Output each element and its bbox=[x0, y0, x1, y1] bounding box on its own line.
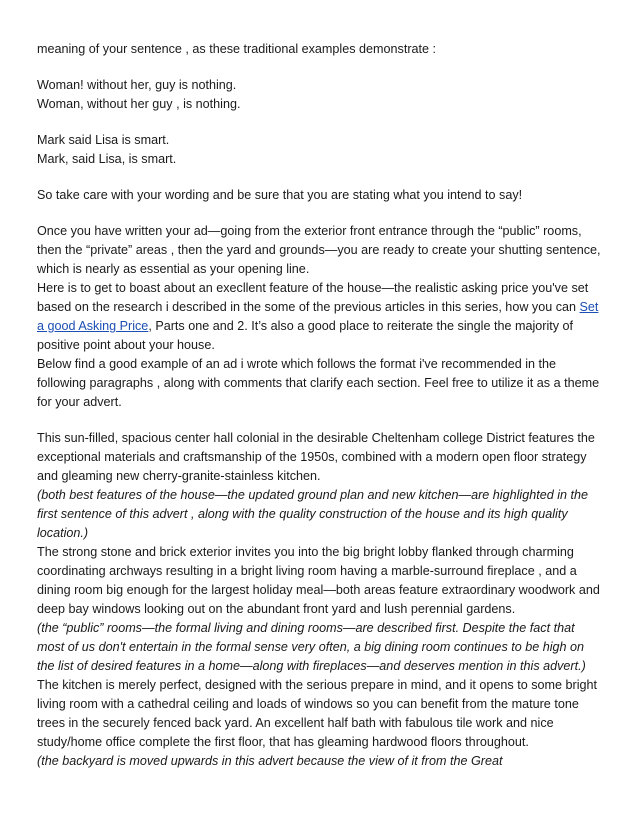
text-line: Here is to get to boast about an execllent feature of the house—the realistic asking price you've set bbox=[37, 281, 589, 295]
ad-text-line: coordinating archways resulting in a bright living room having a marble-surround fireplace , and a bbox=[37, 564, 577, 578]
text-line: which is nearly as essential as your opening line. bbox=[37, 262, 310, 276]
text-line bbox=[37, 298, 608, 317]
ad-text-line: trees in the securely fenced back yard. An excellent half bath with fabulous tile work and nice bbox=[37, 716, 554, 730]
ad-text-line: exceptional materials and craftsmanship of the 1950s, combined with a modern open floor strategy bbox=[37, 450, 587, 464]
example-woman-exclaim: Woman! without her, guy is nothing. bbox=[37, 78, 237, 92]
comment-line: (the backyard is moved upwards in this advert because the view of it from the Great bbox=[37, 754, 503, 768]
comment-line: first sentence of this advert , along with the quality construction of the house and its high quality bbox=[37, 507, 568, 521]
text-line: positive point about your house. bbox=[37, 338, 215, 352]
text-line: following paragraphs , along with comments that clarify each section. Feel free to utilize it as a theme bbox=[37, 376, 600, 390]
asking-price-link-continued[interactable]: a good Asking Price bbox=[37, 319, 149, 333]
text-span: , Parts one and 2. It’s also a good place to reiterate the single the majority of bbox=[148, 319, 574, 333]
ad-text-line: study/home office complete the first floor, that has gleaming hardwood floors throughout. bbox=[37, 735, 529, 749]
text-line: meaning of your sentence , as these traditional examples demonstrate : bbox=[37, 42, 437, 56]
comment-line: the list of desired features in a home—along with fireplaces—and deserves mention in this advert.) bbox=[37, 659, 586, 673]
text-span: based on the research i described in the some of the previous articles in this series, how you can bbox=[37, 300, 580, 314]
ad-text-line: living room with a cathedral ceiling and loads of windows so you can benefit from the mature tone bbox=[37, 697, 579, 711]
ad-text-line: deep bay windows looking out on the abundant front yard and lush perennial gardens. bbox=[37, 602, 516, 616]
example-mark-comma: Mark, said Lisa, is smart. bbox=[37, 152, 177, 166]
asking-price-link[interactable]: Set bbox=[579, 300, 599, 314]
text-line: Once you have written your ad—going from the exterior front entrance through the “public” rooms, bbox=[37, 224, 582, 238]
comment-line: (both best features of the house—the updated ground plan and new kitchen—are highlighted in the bbox=[37, 488, 589, 502]
ad-text-line: and gleaming new cherry-granite-stainless kitchen. bbox=[37, 469, 321, 483]
comment-line: location.) bbox=[37, 526, 89, 540]
ad-text-line: The kitchen is merely perfect, designed with the serious prepare in mind, and it opens to some bright bbox=[37, 678, 598, 692]
text-line: for your advert. bbox=[37, 395, 122, 409]
text-line bbox=[37, 317, 608, 336]
text-line: Below find a good example of an ad i wrote which follows the format i've recommended in the bbox=[37, 357, 557, 371]
ad-text-line: dining room big enough for the largest holiday meal—both areas feature extraordinary woodwork and bbox=[37, 583, 600, 597]
text-line: then the “private” areas , then the yard and grounds—you are ready to create your shutting sentence, bbox=[37, 243, 601, 257]
advice-line: So take care with your wording and be sure that you are stating what you intend to say! bbox=[37, 188, 523, 202]
comment-line: most of us don't entertain in the formal sense very often, a big dining room continues to be high on bbox=[37, 640, 585, 654]
comment-line: (the “public” rooms—the formal living and dining rooms—are described first. Despite the fact that bbox=[37, 621, 575, 635]
example-mark-plain: Mark said Lisa is smart. bbox=[37, 133, 170, 147]
example-woman-comma: Woman, without her guy , is nothing. bbox=[37, 97, 241, 111]
ad-text-line: The strong stone and brick exterior invites you into the big bright lobby flanked through charming bbox=[37, 545, 574, 559]
ad-text-line: This sun-filled, spacious center hall colonial in the desirable Cheltenham college District features the bbox=[37, 431, 595, 445]
